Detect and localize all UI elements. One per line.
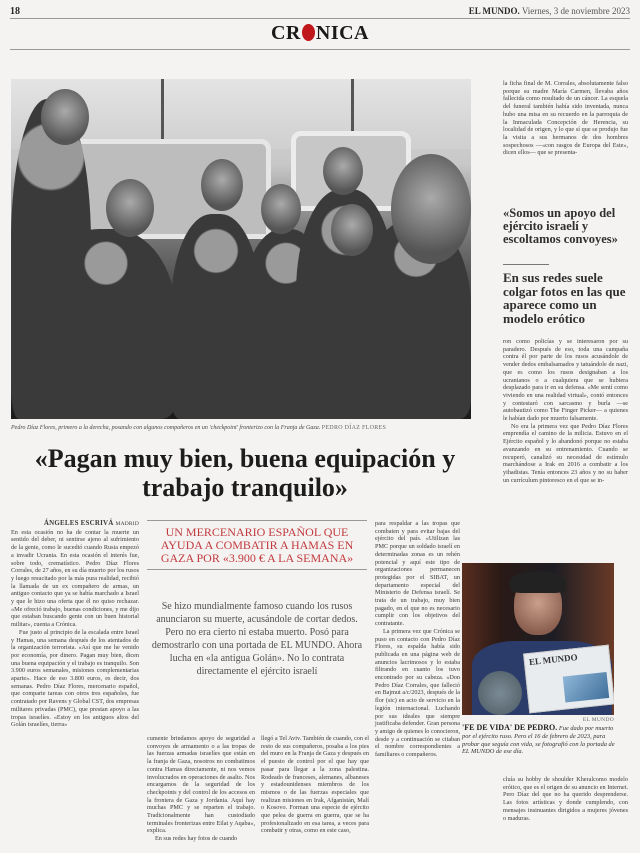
body-paragraph: llegó a Tel Aviv. También de cuando, con el resto de sus compañeros, posaba a los pies del muro en la Franja de Gaza y después en el puesto de control por el que hay que pasar para llegar a la zona palestina. Rodeado de franceses, alemanes, albaneses y estadounidenses miembros de los mismos o de las fuerzas especiales que realizan misiones en Irak, Afganistán, Malí o Kosovo. Forman una especie de ejército que pelea de guerra en guerra, que se ha profesionalizado en esa tarea, a veces para combatir y otras, como en este caso,	[261, 735, 370, 835]
rail-column-top	[503, 80, 628, 157]
section-title-part: NICA	[315, 22, 369, 44]
inset-caption-title: 'FE DE VIDA' DE PEDRO.	[462, 723, 558, 732]
teaser: En sus redes suele colgar fotos en las que aparece como un modelo erótico	[503, 270, 626, 326]
kicker: UN MERCENARIO ESPAÑOL QUE AYUDA A COMBATIR A HAMAS EN GAZA POR «3.900 € A LA SEMANA»	[147, 520, 367, 570]
body-paragraph: No era la primera vez que Pedro Díaz Flores emprendía el camino de la milicia. Estuvo en el Ejército español y lo abandonó porque no estaba avanzando en su entrenamiento. Cuando se recuperó, canalizó su necesidad de estímulo marchándose a Irak en 2016 a combatir a los yihadistas. Tenía entonces 23 años y no su haber un currículum pintoresco en el que se in-	[503, 422, 628, 484]
page-header	[10, 4, 630, 18]
body-paragraph: cluía su hobby de shoulder Kheralcomo modelo erótico, que es el origen de su anuncio en Internet. Pero Díaz del que no ha querido desprenderse. Las fotos artísticas y donde cumplendo, con mensajes insinuantes dirigidos a mujeres jóvenes o maduras.	[503, 776, 628, 822]
publication-name: EL MUNDO.	[468, 6, 520, 16]
photo-pole	[351, 79, 354, 134]
body-column-1	[11, 520, 139, 729]
rail-separator	[503, 264, 549, 265]
rail-column-mid	[503, 338, 628, 484]
photo-face	[261, 184, 301, 234]
photo-person	[36, 229, 176, 419]
lead-photo	[11, 79, 471, 419]
red-o-logo-icon	[302, 24, 315, 41]
body-paragraph: Fue justo al principio de la escalada entre Israel y Hamas, una semana después de los atentados de la organización terrorista. «Así que me he venido por economía, por dinero. Pagan muy bien, dicen una buena equipación y el trabajo es tranquilo. Son 3.900 euros semanales, misiones complementarias aparte». Hace de eso 3.800 euros, es decir, dos semanas. Pedro Díaz Flores, mercenario español, que comparte tareas con otros tres españoles, fue contratado por Ravens y Global CST, dos empresas militares privadas (PMC), que prestan apoyo a las tropas israelíes. «Estoy en los antiguos altos del Golán israelíes, tierra»	[11, 628, 139, 729]
section-title	[0, 22, 640, 45]
inset-newspaper-image	[563, 672, 609, 702]
photo-face	[323, 147, 363, 195]
body-paragraph: ron como policías y se interesaron por su paradero. Después de eso, toda una campaña contra él por parte de los rusos acusándole de vender dedos embalsamados y tatuándole de nazi, que es como los rusos designaban a los ucranianos o a cualquiera que se hubiera desplazado para ir en su defensa. «Me sentí como viviendo en una realidad virtual», contó entonces y contestaró con sarcasmo y burla —se autobautizó como The Finger Picker— a quienes le habían dado por muerto falsamente.	[503, 338, 628, 423]
inset-caption-text: Fue dado por muerto por el ejército ruso. Pero el 16 de febrero de 2023, para probar que seguía con vida, se fotografió con la portada de EL MUNDO de ese día.	[462, 725, 615, 756]
inset-caption	[462, 724, 617, 756]
inset-newspaper	[523, 645, 614, 714]
photo-face	[331, 204, 373, 256]
inset-newspaper-mast: EL MUNDO	[528, 652, 579, 668]
photo-caption-text: Pedro Díaz Flores, primero a la derecha, posando con algunos compañeros en un 'checkpoint' fronterizo con la Franja de Gaza.	[11, 425, 321, 431]
body-paragraph: En sus redes hay fotos de cuando	[155, 835, 238, 843]
page-number: 18	[10, 5, 20, 17]
publication-dateline	[469, 6, 630, 16]
headline: «Pagan muy bien, buena equipación y trabajo tranquilo»	[34, 444, 456, 502]
body-column-3	[261, 735, 369, 835]
section-title-part: CR	[270, 22, 301, 44]
photo-face	[391, 154, 471, 264]
byline-location: MADRID	[115, 521, 139, 527]
body-paragraph: para respaldar a las tropas que combaten y para evitar bajas del ejército del país. «Utilizan las PMC porque un soldado israelí en determinadas zonas es un rehén potencial y aquí este tipo de organizaciones permanecen protegidas por el SIBAT, un departamento especial del Ministerio de Defensa israelí. Se trata de un trabajo, muy bien pagado, en el que no es necesario cumplir con los objetivos del contratante.	[375, 520, 460, 628]
photo-caption	[11, 425, 471, 431]
deck-subheadline: Se hizo mundialmente famoso cuando los rusos anunciaron su muerte, acusándole de cortar dedos. Pero no era cierto ni estaba muerto. Posó para demostrarlo con una portada de EL MUNDO. Ahora lucha en «la antigua Golán». No lo contrata directamente el ejército israelí	[151, 601, 363, 677]
body-paragraph: La primera vez que Crónica se puso en contacto con Pedro Díaz Flores, su espalda había sido publicada en una página web de anuncios lacrimosos y lo estaba filtrando en cuanto los tuvo encontrado por su cabeza. «Don Pedro Díaz Corrales, que falleció en Bajmut a/c/2023, después de la flor (sic) en acto de servicio en la legión internacional. Luchando por sus ideales que siempre justificaba defender. Gran persona y amigo de quienes lo conocieron, desde y a continuación se citaban el nombre correspondientes a familiares o compañeros.	[375, 627, 460, 759]
publication-date: Viernes, 3 de noviembre 2023	[521, 6, 630, 16]
photo-face	[201, 159, 243, 211]
inset-hair	[510, 571, 566, 593]
body-paragraph: cumente brindamos apoyo de seguridad a convoyes de armamento o a las tropas de las fuerzas armadas israelíes que están en la franja de Gaza, nosotros no combatimos contra Hamas directamente, ni nos vemos involucrados en operaciones de asalto. Nos encargamos de la seguridad de los checkpoints y del control de los accesos en la frontera de Gaza y Jordania. Aquí hay muchas PMC y se reparten el trabajo. Tradicionalmente han custodiado terminales fronterizas entre Eilat y Aqaba», explica.	[147, 735, 255, 835]
inset-photo	[462, 563, 614, 715]
rail-column-bottom	[503, 776, 628, 822]
byline-author: ÁNGELES ESCRIVÁ	[43, 519, 114, 527]
photo-credit: PEDRO DÍAZ FLORES	[321, 425, 387, 431]
inset-tattooed-arm	[478, 671, 522, 715]
body-column-4	[375, 520, 460, 759]
header-rule	[10, 18, 630, 19]
photo-face	[41, 89, 89, 145]
photo-face	[106, 179, 154, 237]
inset-credit: EL MUNDO	[582, 717, 614, 723]
pull-quote: «Somos un apoyo del ejército israelí y escoltamos convoyes»	[503, 206, 618, 246]
body-column-2	[147, 735, 255, 843]
body-paragraph: En esta ocasión no ha de contar la muerte un sentido del deber, ni sentirse ajeno al sufrimiento de la gente, como le sucedió cuando Rusia empezó a invadir Ucrania. En esta ocasión el interés fue, sobre todo, crematístico. Pedro Díaz Flores Corrales, de 27 años, en su día muerto por los rusos y luego resucitado por la más pura realidad, recibió la llamada de un ex compañero de armas, un antiguo contacto que ya se había marchado a Israel y que le hizo una oferta que él no quiso rechazar. «Me ofreció trabajo, buenas condiciones, y me dijo que estaban buscando gente con un buen historial militar», cuenta a Crónica.	[11, 528, 139, 629]
body-paragraph: la ficha final de M. Corrales, absolutamente falso porque su madre María Carmen, llevaba años fallecida como resultado de un cáncer. La esquela del funeral también había sido inventada, nunca hubo una misa en su recuerdo en la parroquia de la Inmaculada Concepción de Herencia, su localidad de origen, y lo que sí que se produjo fue la visita a sus hermanos de dos hombres sospechosos —«con rasgos de Europa del Este», dicen ellos— que se presenta-	[503, 80, 628, 157]
section-rule	[10, 49, 630, 50]
byline	[11, 520, 139, 529]
